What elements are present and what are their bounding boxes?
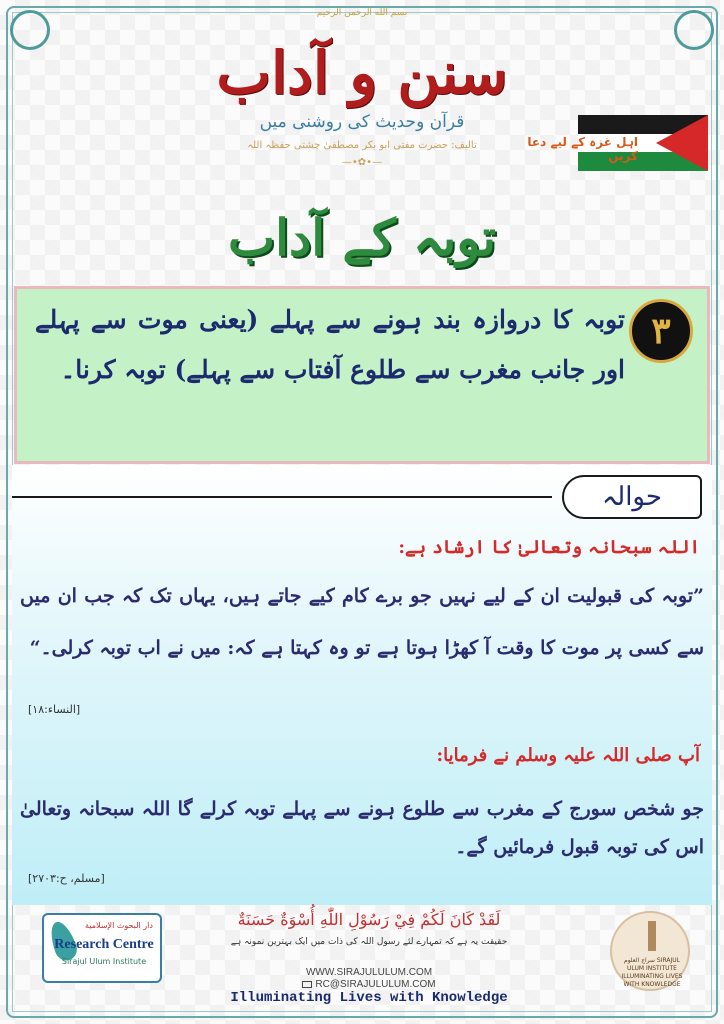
prophet-heading: آپ صلی اللہ علیہ وسلم نے فرمایا:	[436, 745, 700, 766]
page-title: توبہ کے آداب	[228, 208, 496, 267]
point-box	[14, 286, 710, 464]
quran-verse: لَقَدْ كَانَ لَكُمْ فِيْ رَسُوْلِ اللّٰهِ أُسْوَةٌ حَسَنَةٌ	[237, 910, 501, 929]
bismillah-header: بسم الله الرحمن الرحيم	[316, 8, 408, 18]
hadith-citation: [مسلم، ح:٢٧٠٣]	[28, 872, 105, 885]
point-text: توبہ کا دروازہ بند ہونے سے پہلے (یعنی موت سے پہلے اور جانب مغرب سے طلوع آفتاب سے پہلے) توبہ کرنا۔	[35, 305, 625, 384]
institute-logo-text: سراج العلوم SIRAJUL ULUM INSTITUTE ILLUMINATING LIVES WITH KNOWLEDGE	[621, 957, 683, 988]
rc-arabic-name: دار البحوث الإسلامية	[85, 921, 153, 930]
institute-logo	[610, 911, 690, 991]
point-number: ٣	[651, 310, 671, 352]
reference-tag: حوالہ	[562, 475, 702, 519]
point-number-badge	[629, 299, 693, 363]
author-line: تالیف: حضرت مفتی ابو بکر مصطفیٰ چشتی حفظہ اللہ	[247, 140, 477, 151]
allah-heading: اللہ سبحانہ وتعالیٰ کا ارشاد ہے:	[398, 537, 700, 558]
reference-divider	[12, 496, 552, 498]
divider-ornament: —•✿•—	[341, 157, 383, 168]
quran-quote: ”توبہ کی قبولیت ان کے لیے نہیں جو برے کام کیے جاتے ہیں، یہاں تک کہ جب ان میں سے کسی پر موت کا وقت آ کھڑا ہوتا ہے تو وہ کہتا ہے کہ: میں نے اب توبہ کرلی۔“	[20, 585, 704, 659]
footer	[14, 905, 710, 1015]
email-link[interactable]	[199, 979, 539, 990]
palestine-banner	[518, 115, 708, 180]
corner-ornament-top-left	[10, 10, 50, 50]
hadith-text: جو شخص سورج کے مغرب سے طلوع ہونے سے پہلے توبہ کرلے گا اللہ سبحانہ وتعالیٰ اس کی توبہ قبول فرمائیں گے۔	[20, 798, 704, 858]
research-centre-logo	[42, 913, 162, 983]
verse-translation: حقیقت یہ ہے کہ تمہارے لئے رسول اللہ کی ذات میں ایک بہترین نمونہ ہے	[230, 937, 508, 947]
minaret-icon	[648, 921, 656, 951]
website-link[interactable]: WWW.SIRAJULULUM.COM	[305, 967, 433, 978]
subtitle: قرآن وحدیث کی روشنی میں	[259, 112, 465, 132]
email-text: RC@SIRAJULULUM.COM	[315, 979, 436, 990]
tagline: Illuminating Lives with Knowledge	[230, 990, 508, 1006]
corner-ornament-top-right	[674, 10, 714, 50]
quran-citation: [النساء:١٨]	[28, 703, 81, 716]
mail-icon	[302, 981, 312, 988]
rc-subtitle: Sirajul Ulum Institute	[61, 957, 147, 966]
gaza-prayer-text: اہل غزہ کے لیے دعا کریں	[527, 135, 638, 163]
logo-title: سنن و آداب	[216, 39, 508, 107]
rc-name: Research Centre	[54, 937, 154, 952]
